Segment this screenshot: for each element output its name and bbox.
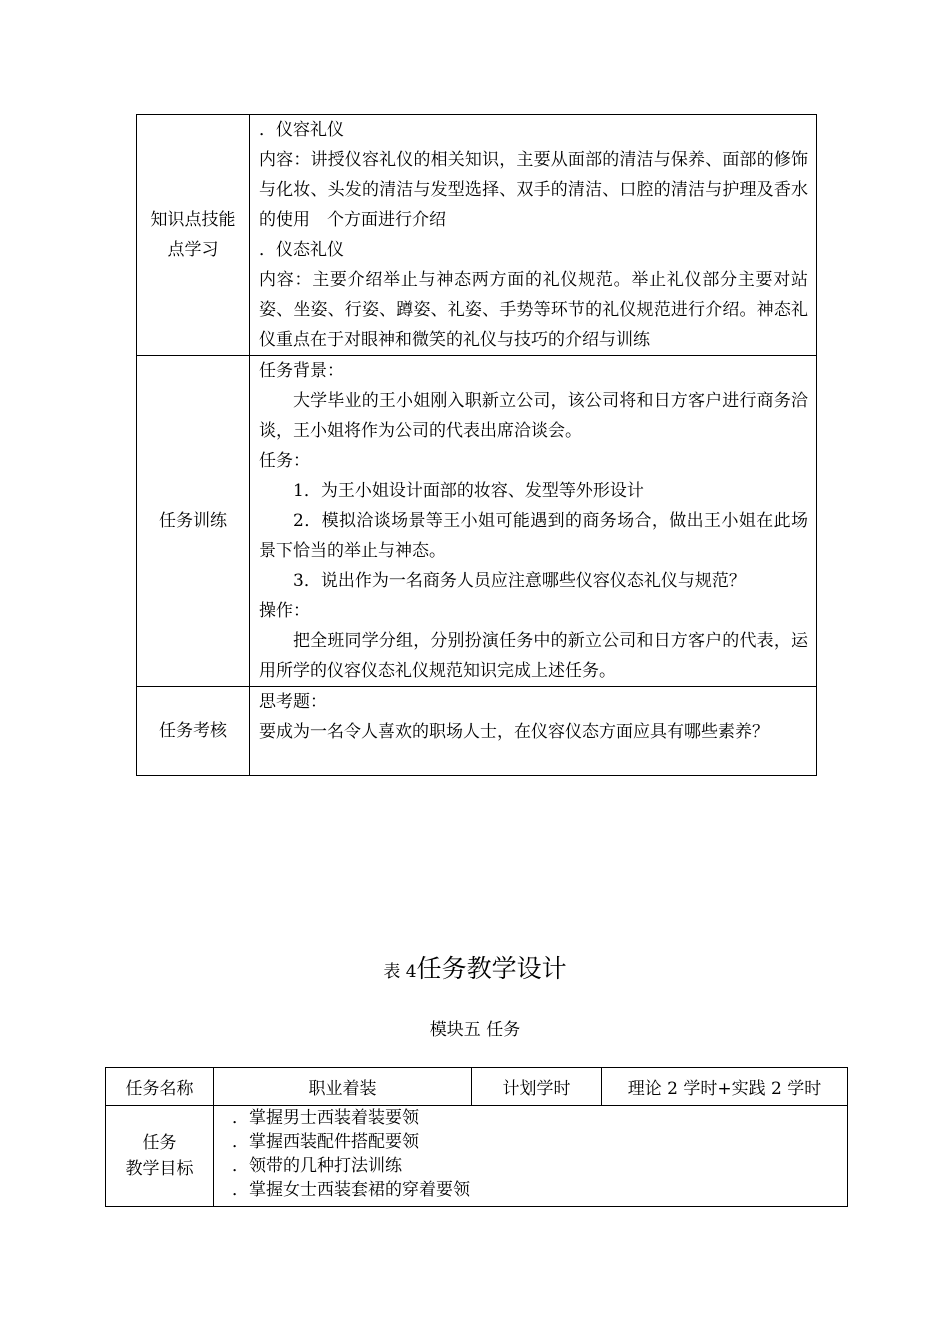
- knowledge-label: 知识点技能点学习: [137, 115, 250, 356]
- task-item: 3．说出作为一名商务人员应注意哪些仪容仪态礼仪与规范？: [293, 571, 746, 591]
- task-title: 任务：: [259, 451, 310, 471]
- table-number: 表 4: [383, 962, 417, 982]
- task-item: 1．为王小姐设计面部的妆容、发型等外形设计: [293, 481, 644, 501]
- training-row: [137, 356, 817, 687]
- training-content: [250, 356, 817, 687]
- goal-label: 任务 教学目标: [106, 1106, 214, 1207]
- list-item: ．掌握西装配件搭配要领: [232, 1132, 419, 1152]
- hours-label: 计划学时: [472, 1068, 602, 1106]
- assessment-title: 思考题：: [259, 692, 327, 712]
- assessment-content: [250, 687, 817, 776]
- deportment-heading: ．仪态礼仪: [259, 240, 344, 260]
- list-item: ．掌握女士西装套裙的穿着要领: [232, 1180, 470, 1200]
- list-item: ．掌握男士西装着装要领: [232, 1108, 419, 1128]
- operation-text: 把全班同学分组，分别扮演任务中的新立公司和日方客户的代表，运用所学的仪容仪态礼仪规范知识完成上述任务。: [259, 631, 808, 681]
- hours-value: 理论 2 学时+实践 2 学时: [602, 1068, 848, 1106]
- assessment-text: 要成为一名令人喜欢的职场人士，在仪容仪态方面应具有哪些素养？: [259, 722, 769, 742]
- background-text: 大学毕业的王小姐刚入职新立公司，该公司将和日方客户进行商务洽谈，王小姐将作为公司的代表出席洽谈会。: [259, 391, 808, 441]
- list-item: ．领带的几种打法训练: [232, 1156, 402, 1176]
- operation-title: 操作：: [259, 601, 310, 621]
- deportment-content: 内容：主要介绍举止与神态两方面的礼仪规范。举止礼仪部分主要对站姿、坐姿、行姿、蹲姿、礼姿、手势等环节的礼仪规范进行介绍。神态礼仪重点在于对眼神和微笑的礼仪与技巧的介绍与训练: [259, 270, 808, 350]
- assessment-label: 任务考核: [137, 687, 250, 776]
- task-name-label: 任务名称: [106, 1068, 214, 1106]
- appearance-content: 内容：讲授仪容礼仪的相关知识，主要从面部的清洁与保养、面部的修饰与化妆、头发的清洁与发型选择、双手的清洁、口腔的清洁与护理及香水的使用 个方面进行介绍: [259, 150, 808, 230]
- goal-row: [106, 1106, 848, 1207]
- section-title: [0, 952, 950, 989]
- knowledge-row: [137, 115, 817, 356]
- task-item: 2．模拟洽谈场景等王小姐可能遇到的商务场合，做出王小姐在此场景下恰当的举止与神态。: [259, 511, 808, 561]
- goal-list: [214, 1106, 848, 1207]
- task-design-table: [105, 1067, 848, 1207]
- module-subtitle: 模块五 任务: [429, 1020, 521, 1040]
- knowledge-content: [250, 115, 817, 356]
- training-label: 任务训练: [137, 356, 250, 687]
- task-header-row: [106, 1068, 848, 1106]
- background-title: 任务背景：: [259, 361, 344, 381]
- task-name-value: 职业着装: [214, 1068, 472, 1106]
- knowledge-table: [136, 114, 817, 776]
- appearance-heading: ．仪容礼仪: [259, 120, 344, 140]
- table-title: 任务教学设计: [416, 954, 567, 983]
- assessment-row: [137, 687, 817, 776]
